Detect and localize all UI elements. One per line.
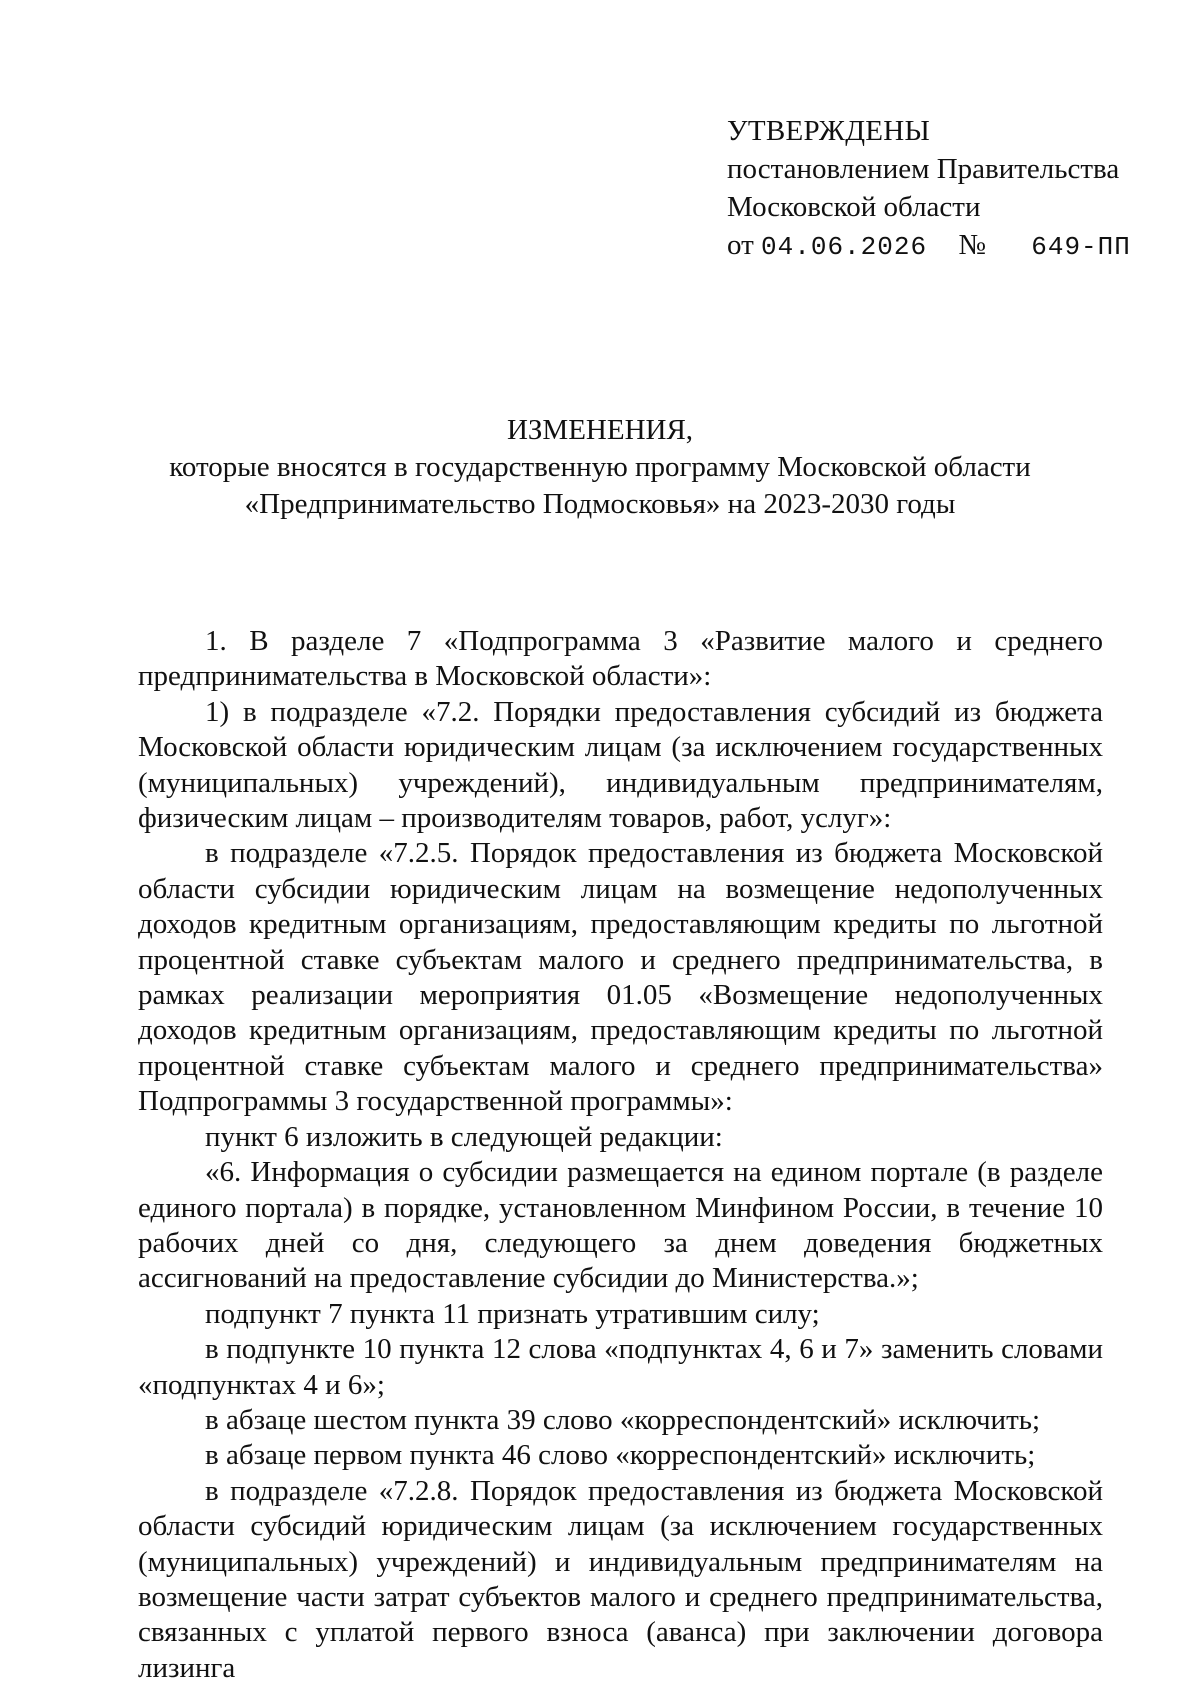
heading-subtitle-line-2: «Предпринимательство Подмосковья» на 2023-2030 годы xyxy=(244,488,956,520)
approval-number: 649-ПП xyxy=(1031,232,1131,262)
paragraph-2: 1) в подразделе «7.2. Порядки предоставления субсидий из бюджета Московской области юридическим лицам (за исключением государственных (муниципальных) учреждений), индивидуальным предпринимателям, физическим лицам – производителям товаров, работ, услуг»: xyxy=(138,695,1103,835)
paragraph-3: в подразделе «7.2.5. Порядок предоставления из бюджета Московской области субсидии юридическим лицам на возмещение недополученных доходов кредитным организациям, предоставляющим кредиты по льготной процентной ставке субъектам малого и среднего предпринимательства, в рамках реализации мероприятия 01.05 «Возмещение недополученных доходов кредитным организациям, предоставляющим кредиты по льготной процентной ставке субъектам малого и среднего предпринимательства» Подпрограммы 3 государственной программы»: xyxy=(138,837,1103,1118)
paragraph-5: «6. Информация о субсидии размещается на едином портале (в разделе единого портала) в порядке, установленном Минфином России, в течение 10 рабочих дней со дня, следующего за днем доведения бюджетных ассигнований на предоставление субсидии до Министерства.»; xyxy=(138,1156,1103,1295)
paragraph-1: 1. В разделе 7 «Подпрограмма 3 «Развитие малого и среднего предпринимательства в Московской области»: xyxy=(138,625,1103,693)
paragraph-8: в абзаце шестом пункта 39 слово «корреспондентский» исключить; xyxy=(205,1403,1041,1436)
approval-stamp: УТВЕРЖДЕНЫ xyxy=(727,115,931,147)
number-sign: № xyxy=(958,229,986,261)
document-body xyxy=(138,624,1103,1686)
approval-line-1: постановлением Правительства xyxy=(727,153,1120,185)
approval-block xyxy=(727,112,1131,266)
paragraph-10: в подразделе «7.2.8. Порядок предоставления из бюджета Московской области субсидий юридическим лицам (за исключением государственных (муниципальных) учреждений) и индивидуальным предпринимателям на возмещение части затрат субъектов малого и среднего предпринимательства, связанных с уплатой первого взноса (аванса) при заключении договора лизинга xyxy=(138,1474,1103,1684)
paragraph-9: в абзаце первом пункта 46 слово «корреспондентский» исключить; xyxy=(205,1439,1036,1472)
approval-date-line xyxy=(727,226,1131,266)
approval-line-2: Московской области xyxy=(727,191,981,223)
paragraph-4: пункт 6 изложить в следующей редакции: xyxy=(205,1120,723,1153)
document-heading xyxy=(0,412,1200,523)
paragraph-7: в подпункте 10 пункта 12 слова «подпунктах 4, 6 и 7» заменить словами «подпунктах 4 и 6»; xyxy=(138,1333,1103,1401)
heading-subtitle-line-1: которые вносятся в государственную программу Московской области xyxy=(169,451,1031,483)
approval-date: 04.06.2026 xyxy=(761,232,928,262)
paragraph-6: подпункт 7 пункта 11 признать утратившим силу; xyxy=(205,1297,820,1330)
heading-title: ИЗМЕНЕНИЯ, xyxy=(506,414,694,446)
date-prefix: от xyxy=(727,229,754,261)
